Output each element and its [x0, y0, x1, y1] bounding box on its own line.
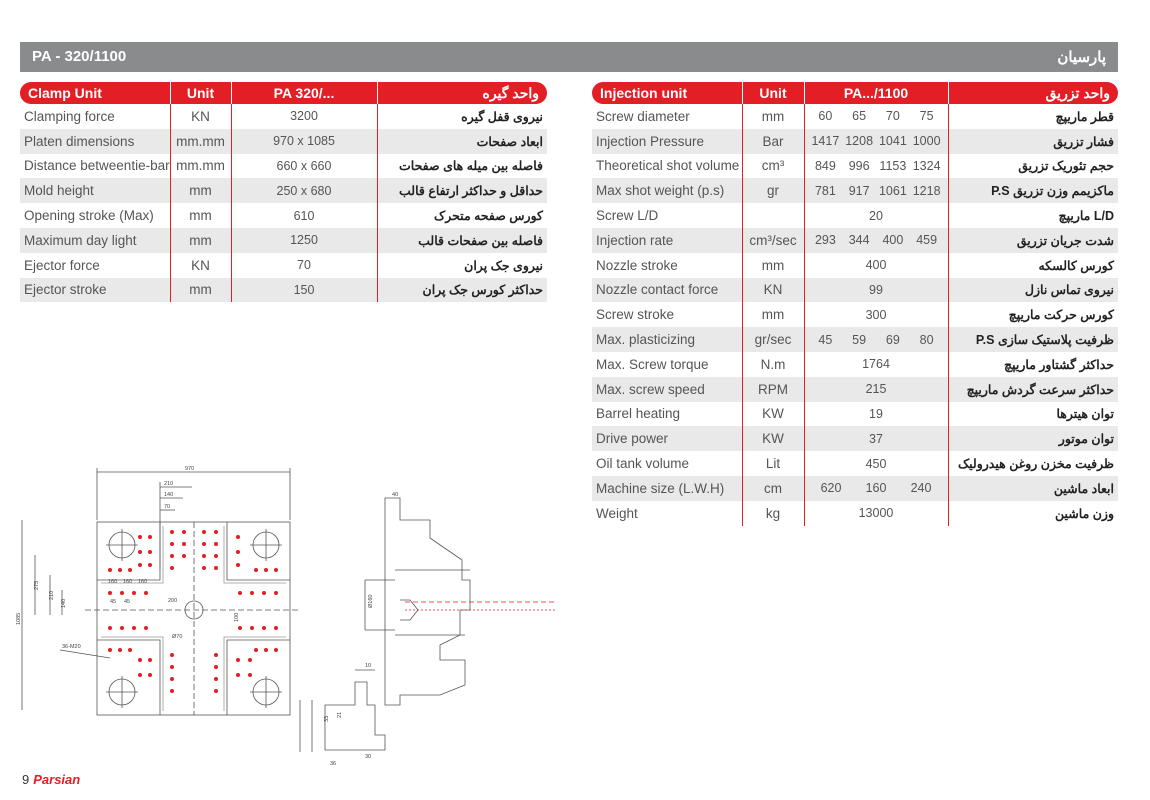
injection-values-wrap [809, 481, 944, 495]
injection-value: 240 [910, 481, 932, 496]
brand-title-fa: پارسیان [1057, 49, 1106, 66]
injection-value: 20 [869, 208, 883, 223]
injection-value: 80 [919, 332, 934, 347]
injection-value: 1764 [862, 357, 890, 372]
injection-row [592, 228, 1118, 253]
injection-value: 99 [869, 282, 883, 297]
clamp-value: 250 x 680 [231, 178, 377, 203]
dim-970: 970 [185, 466, 195, 472]
dim-210-v: 210 [49, 590, 55, 600]
injection-values-wrap [809, 159, 944, 173]
injection-value: 996 [848, 158, 870, 173]
dim-1085: 1085 [16, 612, 22, 625]
injection-values [804, 228, 948, 253]
injection-values [804, 402, 948, 427]
dim-140-v: 140 [61, 598, 67, 608]
injection-values [804, 476, 948, 501]
injection-values [804, 501, 948, 526]
injection-param-fa: کورس حرکت ماریپچ [948, 302, 1118, 327]
dim-160-b: 160 [123, 579, 133, 585]
injection-value: 400 [882, 233, 904, 248]
clamp-header-model: PA 320/... [231, 82, 377, 104]
clamp-header-param: Clamp Unit [20, 82, 170, 104]
injection-values-wrap [809, 283, 944, 297]
injection-param-fa: ظرفیت مخزن روغن هیدرولیک [948, 451, 1118, 476]
dim-36: 36 [330, 761, 337, 767]
injection-row [592, 178, 1118, 203]
injection-unit: Bar [742, 129, 804, 154]
injection-value: 1041 [878, 134, 907, 149]
injection-param: Max. plasticizing [592, 327, 742, 352]
injection-unit: cm³/sec [742, 228, 804, 253]
injection-value: 60 [818, 109, 833, 124]
injection-header-fa: واحد تزریق [948, 82, 1118, 104]
injection-param-fa: توان هیترها [948, 402, 1118, 427]
dim-21: 21 [337, 711, 343, 718]
injection-value: 1061 [878, 183, 907, 198]
injection-value: 1208 [845, 134, 874, 149]
injection-row [592, 377, 1118, 402]
injection-param: Injection Pressure [592, 129, 742, 154]
injection-unit: cm [742, 476, 804, 501]
injection-values [804, 352, 948, 377]
injection-unit: Lit [742, 451, 804, 476]
injection-values-wrap [809, 506, 944, 520]
clamp-param: Clamping force [24, 108, 115, 124]
dim-210: 210 [164, 481, 174, 487]
injection-param: Max. Screw torque [596, 356, 709, 372]
injection-value: 13000 [858, 506, 894, 521]
injection-param: Theoretical shot volume [596, 158, 740, 174]
injection-row [592, 501, 1118, 526]
clamp-param: Ejector stroke [20, 278, 170, 303]
clamp-param-fa: ابعاد صفحات [377, 129, 547, 154]
injection-value: 45 [818, 332, 833, 347]
clamp-param-fa: نیروی جک پران [377, 253, 547, 278]
dim-10: 10 [365, 663, 372, 669]
injection-value: 917 [848, 183, 870, 198]
injection-param-fa: حجم تئوریک تزریق [948, 154, 1118, 179]
injection-values [804, 451, 948, 476]
dim-45-a: 45 [110, 599, 117, 605]
injection-value: 300 [865, 307, 887, 322]
clamp-param-fa: حداقل و حداکثر ارتفاع قالب [377, 178, 547, 203]
injection-value: 1218 [912, 183, 941, 198]
injection-value: 70 [885, 109, 900, 124]
injection-value: 59 [852, 332, 867, 347]
injection-unit: KW [742, 426, 804, 451]
clamp-param-fa: فاصله بین میله های صفحات [377, 154, 547, 179]
clamp-header-fa: واحد گیره [377, 82, 547, 104]
injection-values [804, 426, 948, 451]
clamp-header-row [20, 82, 547, 104]
injection-param: Nozzle contact force [592, 278, 742, 303]
injection-values-wrap [809, 432, 944, 446]
injection-param: Nozzle stroke [596, 257, 678, 273]
injection-header-unit: Unit [742, 82, 804, 104]
clamp-row [20, 129, 547, 154]
clamp-param-fa: کورس صفحه متحرک [377, 203, 547, 228]
injection-param-fa: ابعاد ماشین [948, 476, 1118, 501]
injection-param: Weight [596, 505, 638, 521]
injection-value: 37 [869, 431, 883, 446]
injection-row [592, 302, 1118, 327]
clamp-unit-table [20, 82, 547, 302]
injection-row [592, 426, 1118, 451]
footer-brand: Parsian [33, 772, 81, 787]
clamp-header-unit: Unit [170, 82, 231, 104]
injection-values [804, 253, 948, 278]
dim-160-c: 160 [138, 579, 148, 585]
injection-value: 1324 [912, 158, 941, 173]
injection-row [592, 203, 1118, 228]
injection-value: 459 [916, 233, 938, 248]
injection-header-model: PA.../1100 [804, 82, 948, 104]
injection-unit-table [592, 82, 1118, 526]
clamp-param: Distance betweentie-bar [24, 158, 170, 174]
injection-param-fa: نیروی تماس نازل [948, 278, 1118, 303]
injection-values-wrap [809, 333, 944, 347]
dim-160-a: 160 [108, 579, 118, 585]
injection-values-wrap [809, 233, 944, 247]
injection-values [804, 327, 948, 352]
injection-row [592, 278, 1118, 303]
clamp-row [20, 178, 547, 203]
injection-unit: KN [742, 278, 804, 303]
injection-values-wrap [809, 457, 944, 471]
injection-value: 450 [865, 456, 887, 471]
injection-values [804, 178, 948, 203]
injection-value: 781 [814, 183, 836, 198]
clamp-value: 3200 [290, 109, 318, 124]
clamp-row [20, 278, 547, 303]
injection-param: Injection rate [592, 228, 742, 253]
injection-unit: mm [742, 253, 804, 278]
injection-values-wrap [809, 407, 944, 421]
injection-row [592, 154, 1118, 179]
injection-row [592, 402, 1118, 427]
clamp-value: 610 [293, 208, 315, 223]
injection-param-fa: توان موتور [948, 426, 1118, 451]
injection-unit [742, 203, 804, 228]
dim-30: 30 [365, 754, 372, 760]
injection-values-wrap [809, 382, 944, 396]
injection-values-wrap [809, 184, 944, 198]
clamp-param: Platen dimensions [20, 129, 170, 154]
injection-value: 849 [814, 158, 836, 173]
clamp-unit: mm [170, 278, 231, 303]
injection-values-wrap [809, 357, 944, 371]
injection-value: 293 [814, 233, 836, 248]
model-title: PA - 320/1100 [32, 48, 127, 65]
injection-param: Screw diameter [596, 108, 690, 124]
clamp-unit: mm [170, 203, 231, 228]
clamp-param: Maximum day light [20, 228, 170, 253]
clamp-param: Ejector force [24, 257, 100, 273]
dim-40: 40 [392, 492, 399, 498]
injection-value: 1153 [879, 158, 907, 173]
injection-row [592, 129, 1118, 154]
platen-drawing [0, 460, 570, 770]
dim-140: 140 [164, 492, 174, 498]
dim-275: 275 [34, 580, 40, 590]
clamp-row [20, 253, 547, 278]
injection-row [592, 253, 1118, 278]
injection-row [592, 476, 1118, 501]
injection-unit: mm [742, 104, 804, 129]
injection-header-row [592, 82, 1118, 104]
injection-values-wrap [809, 308, 944, 322]
injection-value: 65 [852, 109, 867, 124]
clamp-value: 660 x 660 [276, 158, 332, 173]
injection-param: Max. screw speed [592, 377, 742, 402]
injection-values-wrap [809, 209, 944, 223]
clamp-unit: mm [170, 228, 231, 253]
injection-values-wrap [809, 134, 944, 148]
injection-param: Screw stroke [596, 307, 675, 323]
injection-row [592, 352, 1118, 377]
injection-unit: cm³ [742, 154, 804, 179]
injection-header-param: Injection unit [592, 82, 742, 104]
injection-value: 160 [865, 481, 887, 496]
injection-value: 215 [865, 382, 887, 397]
clamp-param: Opening stroke (Max) [24, 208, 154, 224]
injection-value: 400 [865, 258, 887, 273]
clamp-unit: mm [170, 178, 231, 203]
injection-values [804, 302, 948, 327]
injection-values [804, 154, 948, 179]
clamp-value: 970 x 1085 [231, 129, 377, 154]
injection-unit: N.m [742, 352, 804, 377]
dim-45-b: 45 [124, 599, 131, 605]
clamp-row [20, 203, 547, 228]
clamp-param-fa: حداکثر کورس جک پران [377, 278, 547, 303]
injection-param: Drive power [592, 426, 742, 451]
injection-unit: gr/sec [742, 327, 804, 352]
injection-unit: mm [742, 302, 804, 327]
injection-param-fa: فشار تزریق [948, 129, 1118, 154]
injection-row [592, 327, 1118, 352]
clamp-unit: KN [170, 253, 231, 278]
clamp-param-fa: نیروی قفل گیره [377, 104, 547, 129]
injection-value: 344 [848, 233, 870, 248]
clamp-row [20, 154, 547, 179]
injection-value: 1000 [912, 134, 941, 149]
injection-param-fa: شدت جریان تزریق [948, 228, 1118, 253]
injection-value: 620 [820, 481, 842, 496]
injection-unit: gr [742, 178, 804, 203]
injection-unit: RPM [742, 377, 804, 402]
injection-unit: kg [742, 501, 804, 526]
clamp-row [20, 104, 547, 129]
injection-values-wrap [809, 258, 944, 272]
dim-dia70: Ø70 [172, 634, 183, 640]
dim-36m20: 36-M20 [62, 644, 81, 650]
clamp-unit: mm.mm [170, 129, 231, 154]
clamp-value: 150 [231, 278, 377, 303]
injection-values [804, 377, 948, 402]
injection-value: 75 [919, 109, 934, 124]
injection-param: Max shot weight (p.s) [592, 178, 742, 203]
injection-param: Oil tank volume [596, 456, 690, 472]
injection-value: 19 [869, 406, 883, 421]
clamp-param-fa: فاصله بین صفحات قالب [377, 228, 547, 253]
injection-param-fa: حداکثر گشتاور ماریپچ [948, 352, 1118, 377]
injection-param: Machine size (L.W.H) [592, 476, 742, 501]
injection-value: 1417 [811, 134, 840, 149]
injection-param-fa: L/D ماریپچ [948, 203, 1118, 228]
dim-70: 70 [164, 504, 171, 510]
page-number: 9 [22, 772, 30, 787]
injection-param-fa: حداکثر سرعت گردش ماریپچ [948, 377, 1118, 402]
injection-param-fa: ظرفیت پلاستیک سازی P.S [948, 327, 1118, 352]
injection-unit: KW [742, 402, 804, 427]
injection-param-fa: کورس کالسکه [948, 253, 1118, 278]
clamp-unit: mm.mm [170, 154, 231, 179]
injection-param: Barrel heating [596, 406, 681, 422]
injection-values [804, 203, 948, 228]
clamp-param: Mold height [20, 178, 170, 203]
injection-values-wrap [809, 109, 944, 123]
injection-row [592, 451, 1118, 476]
platen-holes [108, 530, 278, 693]
page-footer [22, 772, 80, 787]
injection-param-fa: ماکزیمم وزن تزریق P.S [948, 178, 1118, 203]
injection-row [592, 104, 1118, 129]
title-bar [20, 42, 1118, 72]
dim-200: 200 [168, 598, 178, 604]
injection-values [804, 278, 948, 303]
injection-value: 69 [885, 332, 900, 347]
injection-param: Screw L/D [596, 208, 659, 224]
injection-values [804, 104, 948, 129]
clamp-row [20, 228, 547, 253]
injection-param-fa: قطر ماریپچ [948, 104, 1118, 129]
dim-100: 100 [234, 612, 240, 622]
injection-values [804, 129, 948, 154]
clamp-value: 1250 [231, 228, 377, 253]
injection-param-fa: وزن ماشین [948, 501, 1118, 526]
clamp-value: 70 [297, 258, 311, 273]
dim-33: 33 [324, 715, 330, 722]
clamp-unit: KN [170, 104, 231, 129]
dim-dia160: Ø160 [368, 594, 374, 608]
